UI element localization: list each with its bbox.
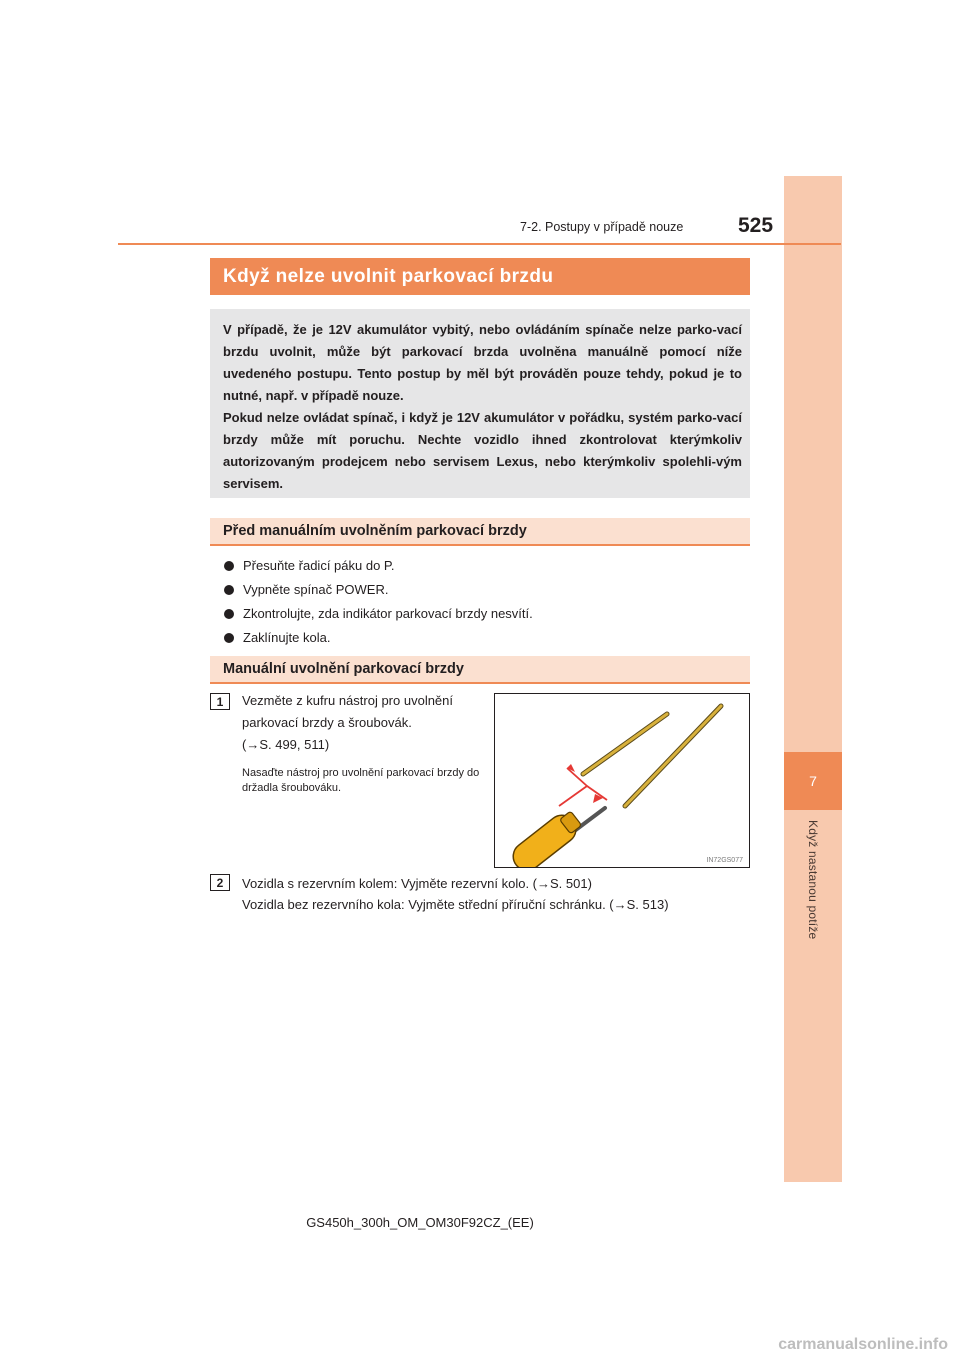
step-1-text [242,690,492,796]
list-item: Zaklínujte kola. [224,626,533,650]
chapter-tab[interactable] [784,752,842,810]
list-item: Zkontrolujte, zda indikátor parkovací brzdy nesvítí. [224,602,533,626]
chapter-number: 7 [809,773,817,789]
illustration-code: IN72GS077 [706,857,743,864]
intro-paragraph-2: Pokud nelze ovládat spínač, i když je 12V akumulátor v pořádku, systém parko-vací brzdy může mít poruchu. Nechte vozidlo ihned zkontrolovat kterýmkoliv autorizovaným prodejcem nebo servisem Lexus, nebo kterýmkoliv spolehli-vým servisem. [223,410,742,491]
step-2-line-1: Vozidla s rezervním kolem: Vyjměte rezervní kolo. (→S. 501) [242,876,592,891]
manual-section-heading [210,656,750,684]
before-bullet-list [224,554,533,650]
step-1-note: Nasaďte nástroj pro uvolnění parkovací brzdy do držadla šroubováku. [242,767,480,794]
main-heading-bar [210,258,750,295]
step-2-number: 2 [210,874,230,891]
step-1-line-2: parkovací brzdy a šroubovák. [242,715,412,730]
step-2-text [242,873,762,915]
step-1-page-ref[interactable]: (→S. 499, 511) [242,737,330,752]
intro-box [210,309,750,498]
chapter-title-vertical [784,820,842,970]
step-2-line-2: Vozidla bez rezervního kola: Vyjměte střední příruční schránku. (→S. 513) [242,897,669,912]
main-heading: Když nelze uvolnit parkovací brzdu [223,265,554,287]
list-item: Přesuňte řadicí páku do P. [224,554,533,578]
step-1-line-1: Vezměte z kufru nástroj pro uvolnění [242,693,454,708]
bullet-icon [224,609,234,619]
screwdriver-tool-illustration [495,694,749,867]
bullet-icon [224,585,234,595]
section-header: 7-2. Postupy v případě nouze [520,220,684,234]
intro-paragraph-1: V případě, že je 12V akumulátor vybitý, nebo ovládáním spínače nelze parko-vací brzdu uvolnit, může být parkovací brzda uvolněna manuálně pomocí níže uvedeného postupu. Tento postup by měl být prováděn pouze tehdy, pokud je to nutné, např. v případě nouze. [223,322,742,403]
step-1-number: 1 [210,693,230,710]
bullet-icon [224,561,234,571]
header-rule [118,243,841,245]
list-item: Vypněte spínač POWER. [224,578,533,602]
watermark: carmanualsonline.info [778,1336,948,1353]
before-section-title: Před manuálním uvolněním parkovací brzdy [223,523,527,539]
bullet-icon [224,633,234,643]
footer-code: GS450h_300h_OM_OM30F92CZ_(EE) [306,1215,534,1230]
chapter-title: Když nastanou potíže [806,820,820,940]
side-tab-strip [784,176,842,1182]
page-number: 525 [738,214,774,237]
before-section-heading [210,518,750,546]
tool-illustration [494,693,750,868]
manual-section-title: Manuální uvolnění parkovací brzdy [223,661,464,677]
